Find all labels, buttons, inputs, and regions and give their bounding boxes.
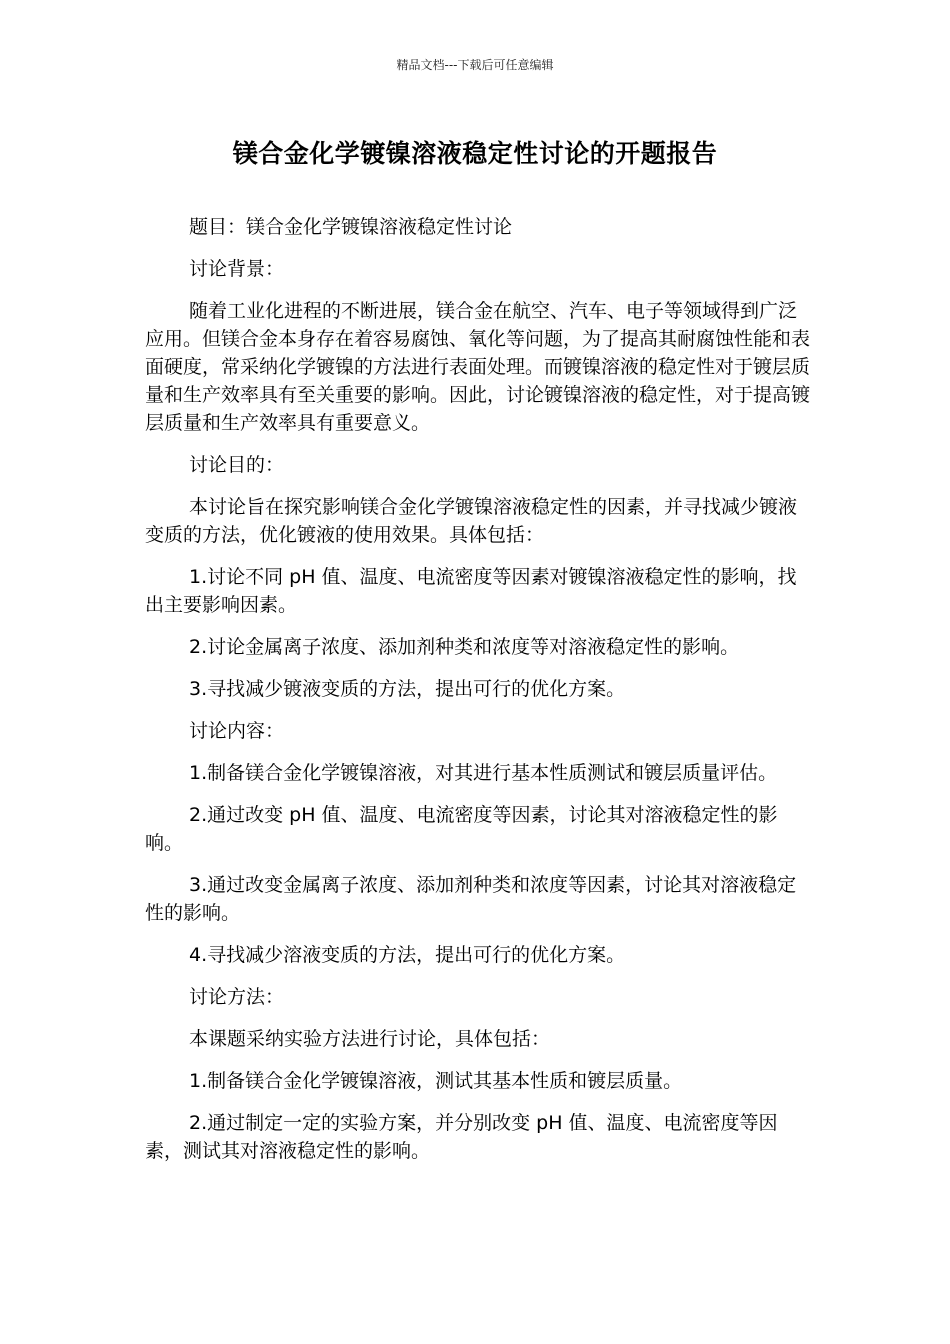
method-item-1: 1.制备镁合金化学镀镍溶液，测试其基本性质和镀层质量。 [189,1070,683,1092]
paragraph-background: 随着工业化进程的不断进展，镁合金在航空、汽车、电子等领域得到广泛应用。但镁合金本身存在着容易腐蚀、氧化等问题，为了提高其耐腐蚀性能和表面硬度，常采纳化学镀镍的方法进行表面处理。而镀镍溶液的稳定性对于镀层质量和生产效率具有至关重要的影响。因此，讨论镀镍溶液的稳定性，对于提高镀层质量和生产效率具有重要意义。 [145,300,811,434]
purpose-item-2: 2.讨论金属离子浓度、添加剂种类和浓度等对溶液稳定性的影响。 [189,636,740,658]
content-item-4: 4.寻找减少溶液变质的方法，提出可行的优化方案。 [189,944,626,966]
page-header: 精品文档---下载后可任意编辑 [396,58,554,72]
paragraph-method: 本课题采纳实验方法进行讨论，具体包括： [189,1028,551,1050]
paragraph-purpose: 本讨论旨在探究影响镁合金化学镀镍溶液稳定性的因素，并寻找减少镀液变质的方法，优化镀液的使用效果。具体包括： [145,496,798,546]
content-item-1: 1.制备镁合金化学镀镍溶液，对其进行基本性质测试和镀层质量评估。 [189,762,778,784]
content-item-2: 2.通过改变 pH 值、温度、电流密度等因素，讨论其对溶液稳定性的影响。 [145,804,778,854]
document-body [145,213,815,1179]
heading-method: 讨论方法： [189,986,285,1008]
heading-purpose: 讨论目的： [189,454,285,476]
method-item-2: 2.通过制定一定的实验方案，并分别改变 pH 值、温度、电流密度等因素，测试其对溶液稳定性的影响。 [145,1112,778,1162]
document-title: 镁合金化学镀镍溶液稳定性讨论的开题报告 [232,139,718,168]
purpose-item-3: 3.寻找减少镀液变质的方法，提出可行的优化方案。 [189,678,626,700]
paragraph-topic: 题目：镁合金化学镀镍溶液稳定性讨论 [189,216,513,238]
heading-content: 讨论内容： [189,720,285,742]
content-item-3: 3.通过改变金属离子浓度、添加剂种类和浓度等因素，讨论其对溶液稳定性的影响。 [145,874,797,924]
heading-background: 讨论背景： [189,258,285,280]
purpose-item-1: 1.讨论不同 pH 值、温度、电流密度等因素对镀镍溶液稳定性的影响，找出主要影响因素。 [145,566,797,616]
